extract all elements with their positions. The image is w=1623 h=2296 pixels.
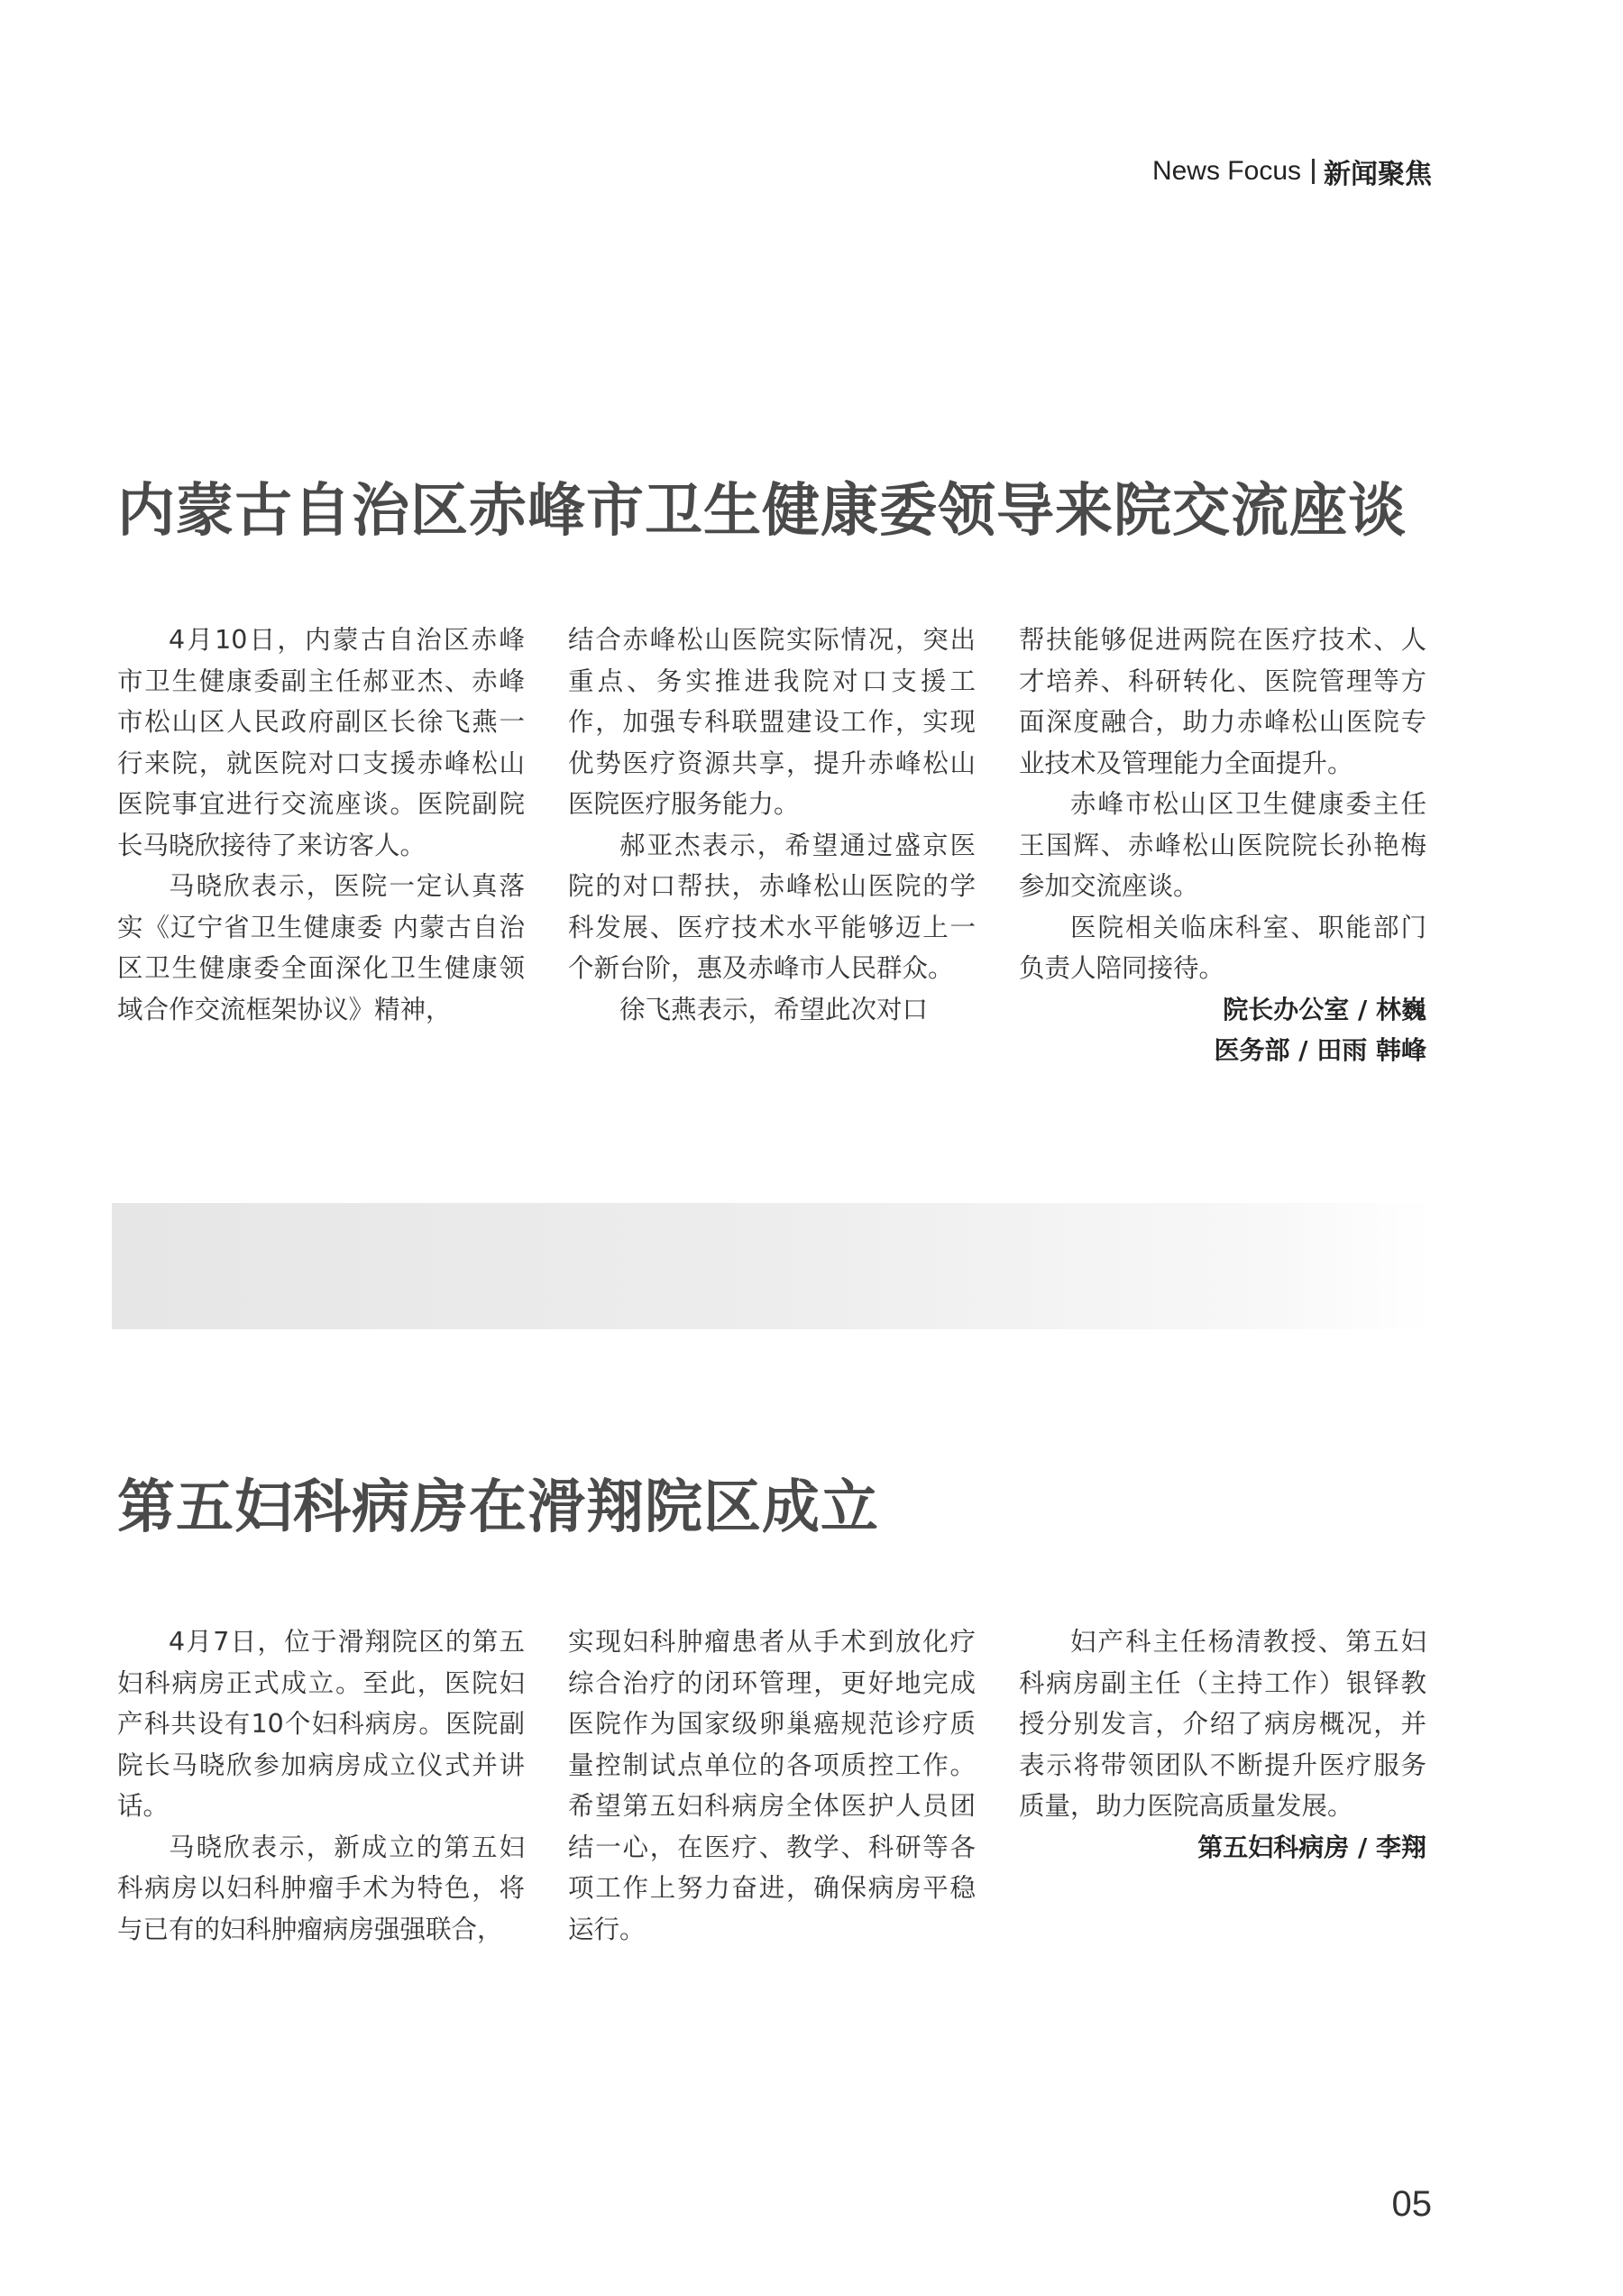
paragraph: 实现妇科肿瘤患者从手术到放化疗综合治疗的闭环管理，更好地完成医院作为国家级卵巢癌规范诊疗质量控制试点单位的各项质控工作。希望第五妇科病房全体医护人员团结一心，在医疗、教学、科研等各项工作上努力奋进，确保病房平稳运行。 [568, 1627, 976, 1944]
paragraph: 4月10日，内蒙古自治区赤峰市卫生健康委副主任郝亚杰、赤峰市松山区人民政府副区长徐飞燕一行来院，就医院对口支援赤峰松山医院事宜进行交流座谈。医院副院长马晓欣接待了来访客人。 [117, 625, 525, 860]
article-1-byline-2: 医务部 / 田雨 韩峰 [1214, 1035, 1426, 1065]
article-2-byline: 第五妇科病房 / 李翔 [1197, 1832, 1426, 1862]
paragraph: 马晓欣表示，医院一定认真落实《辽宁省卫生健康委 内蒙古自治区卫生健康委全面深化卫生健康领域合作交流框架协议》精神， [117, 871, 525, 1024]
section-header [1152, 152, 1432, 191]
paragraph: 妇产科主任杨清教授、第五妇科病房副主任（主持工作）银铎教授分别发言，介绍了病房概况，并表示将带领团队不断提升医疗服务质量，助力医院高质量发展。 [1019, 1627, 1426, 1821]
paragraph: 郝亚杰表示，希望通过盛京医院的对口帮扶，赤峰松山医院的学科发展、医疗技术水平能够迈上一个新台阶，惠及赤峰市人民群众。 [568, 830, 976, 983]
paragraph: 4月7日，位于滑翔院区的第五妇科病房正式成立。至此，医院妇产科共设有10个妇科病房。医院副院长马晓欣参加病房成立仪式并讲话。 [117, 1627, 525, 1821]
article-1-title: 内蒙古自治区赤峰市卫生健康委领导来院交流座谈 [117, 478, 1407, 545]
divider-band [112, 1203, 1433, 1329]
section-name-en: News Focus [1151, 156, 1301, 186]
section-name-cn: 新闻聚焦 [1324, 159, 1432, 190]
paragraph: 帮扶能够促进两院在医疗技术、人才培养、科研转化、医院管理等方面深度融合，助力赤峰松山医院专业技术及管理能力全面提升。 [1019, 625, 1426, 778]
paragraph: 医院相关临床科室、职能部门负责人陪同接待。 [1019, 912, 1426, 983]
article-1-byline-1: 院长办公室 / 林巍 [1223, 994, 1426, 1024]
article-2-column-3 [1019, 1621, 1426, 1868]
header-divider [1312, 159, 1315, 184]
paragraph: 马晓欣表示，新成立的第五妇科病房以妇科肿瘤手术为特色，将与已有的妇科肿瘤病房强强联合， [117, 1832, 525, 1944]
page-number: 05 [1391, 2184, 1432, 2224]
article-2-title: 第五妇科病房在滑翔院区成立 [117, 1474, 879, 1541]
article-1-column-2 [568, 620, 976, 1030]
paragraph: 赤峰市松山区卫生健康委主任王国辉、赤峰松山医院院长孙艳梅参加交流座谈。 [1019, 789, 1426, 901]
article-2-column-1 [117, 1621, 525, 1950]
paragraph: 结合赤峰松山医院实际情况，突出重点、务实推进我院对口支援工作，加强专科联盟建设工作，实现优势医疗资源共享，提升赤峰松山医院医疗服务能力。 [568, 625, 976, 819]
article-1-column-3 [1019, 620, 1426, 1071]
article-1-column-1 [117, 620, 525, 1030]
paragraph: 徐飞燕表示，希望此次对口 [619, 994, 929, 1024]
article-2-column-2 [568, 1621, 976, 1950]
